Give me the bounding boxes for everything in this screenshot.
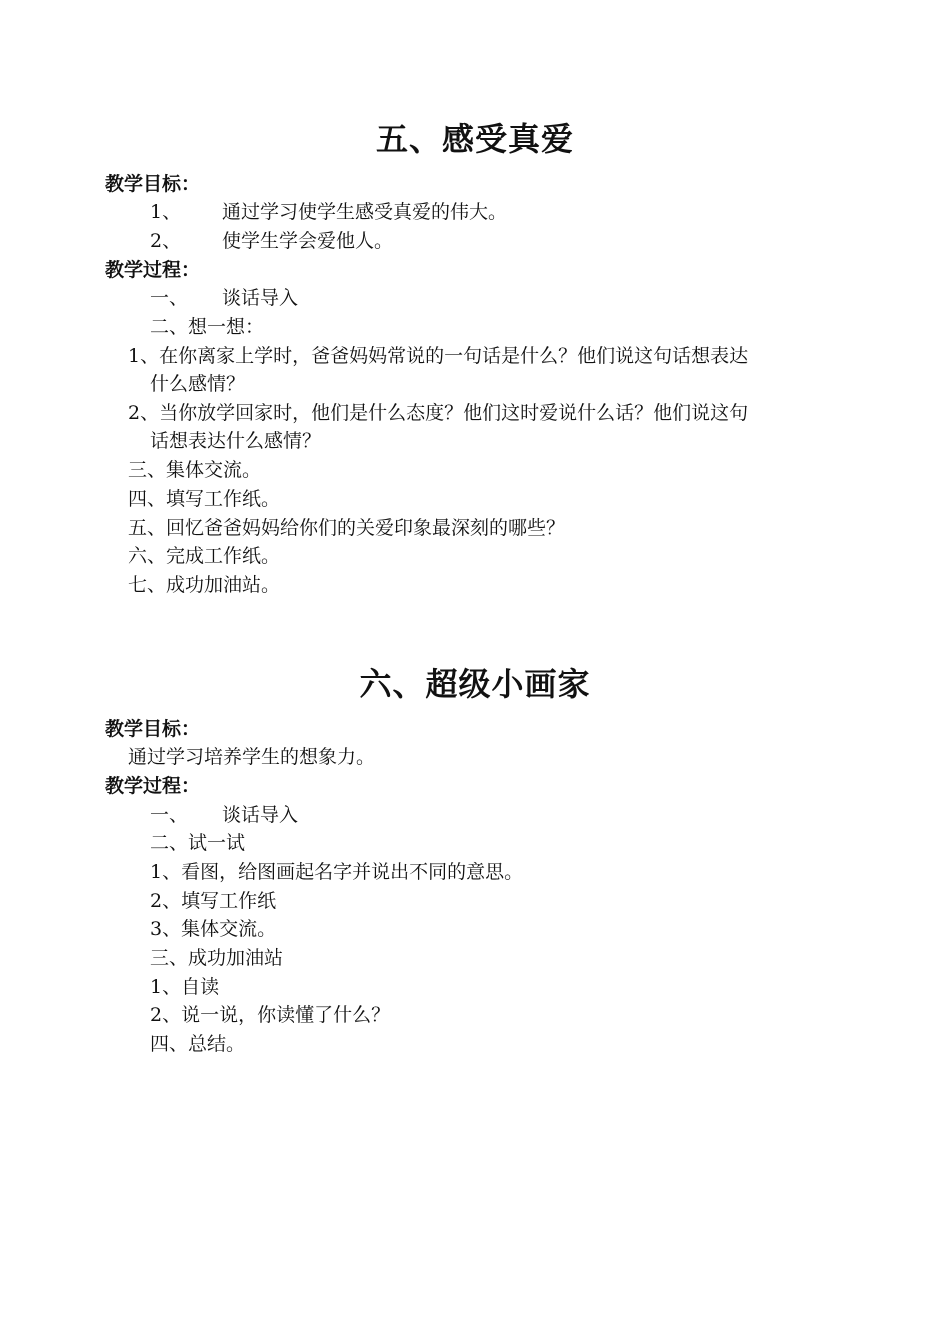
section-5-goals-heading: 教学目标： — [105, 173, 201, 195]
section-5-question-line: 话想表达什么感情？ — [150, 430, 322, 452]
section-6-step: 四、总结。 — [150, 1033, 246, 1055]
step-text: 谈话导入 — [222, 804, 299, 826]
section-6-process-heading: 教学过程： — [105, 775, 201, 797]
section-5-question-line: 什么感情？ — [150, 373, 246, 395]
goal-text: 使学生学会爱他人。 — [222, 230, 394, 252]
section-6-step — [150, 801, 298, 829]
step-text: 谈话导入 — [222, 287, 299, 309]
section-6-step: 三、成功加油站 — [150, 947, 284, 969]
section-5-step: 六、完成工作纸。 — [128, 545, 281, 567]
section-5-step: 二、想一想： — [150, 316, 265, 338]
section-6-goals-heading: 教学目标： — [105, 718, 201, 740]
section-5-step: 七、成功加油站。 — [128, 574, 281, 596]
goal-number: 1、 — [150, 201, 182, 223]
section-6-item: 2、说一说，你读懂了什么？ — [150, 1004, 391, 1026]
section-5-step — [150, 284, 298, 312]
section-6-step: 二、试一试 — [150, 832, 246, 854]
section-5-goal-item — [150, 227, 393, 255]
section-5-goal-item — [150, 198, 507, 226]
section-6-item: 1、自读 — [150, 976, 220, 998]
section-5-step: 四、填写工作纸。 — [128, 488, 281, 510]
section-6-item: 3、集体交流。 — [150, 918, 277, 940]
section-5-title: 五、感受真爱 — [375, 120, 574, 158]
section-6-item: 1、看图，给图画起名字并说出不同的意思。 — [150, 861, 524, 883]
step-number: 一、 — [150, 287, 189, 309]
goal-number: 2、 — [150, 230, 182, 252]
section-5-question-line: 1、在你离家上学时，爸爸妈妈常说的一句话是什么？他们说这句话想表达 — [128, 345, 749, 367]
section-6-goal: 通过学习培养学生的想象力。 — [128, 746, 376, 768]
section-5-step: 五、回忆爸爸妈妈给你们的关爱印象最深刻的哪些？ — [128, 517, 566, 539]
section-6-title: 六、超级小画家 — [359, 665, 591, 703]
goal-text: 通过学习使学生感受真爱的伟大。 — [222, 201, 508, 223]
section-5-step: 三、集体交流。 — [128, 459, 262, 481]
section-5-question-line: 2、当你放学回家时，他们是什么态度？他们这时爱说什么话？他们说这句 — [128, 402, 749, 424]
section-5-process-heading: 教学过程： — [105, 259, 201, 281]
section-6-item: 2、填写工作纸 — [150, 890, 277, 912]
step-number: 一、 — [150, 804, 189, 826]
